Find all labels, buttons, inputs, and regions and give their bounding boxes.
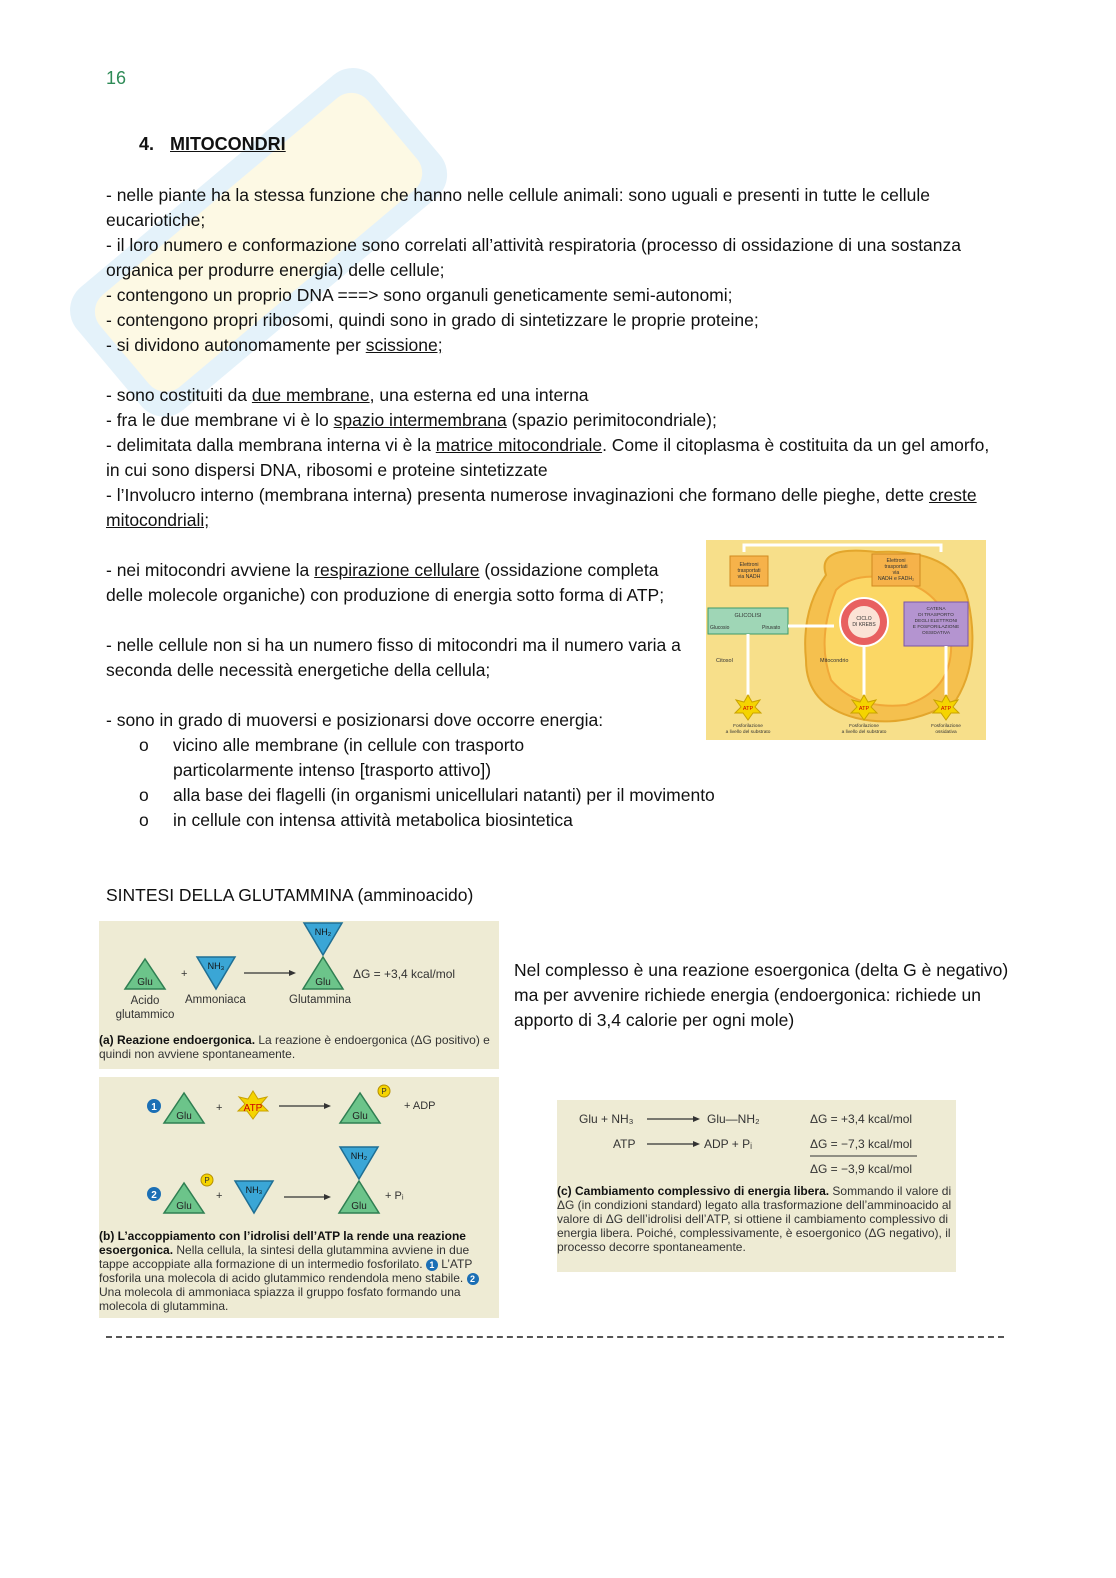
glycolysis-label: GLICOLISI xyxy=(734,613,762,619)
paragraph: - contengono propri ribosomi, quindi sono in grado di sintetizzare le proprie proteine; xyxy=(106,310,759,330)
paragraph-text: , una esterna ed una interna xyxy=(369,385,589,405)
step-1-badge: 1 xyxy=(426,1259,438,1271)
bullet-item xyxy=(139,808,839,833)
step-1-label: 1 xyxy=(151,1102,157,1113)
adp-label: + ADP xyxy=(404,1100,436,1112)
atp-label: ATP xyxy=(858,706,870,712)
phosphorylation-label: Fosforilazione ossidativa xyxy=(931,724,961,735)
glu-label: Glu xyxy=(352,1111,368,1122)
atp-label: ATP xyxy=(940,706,952,712)
underlined-term: spazio intermembrana xyxy=(333,410,507,430)
panel-b xyxy=(99,1077,499,1318)
reaction-2-right: ADP + Pᵢ xyxy=(704,1137,753,1151)
caption-b-text: L’ATP fosforila una molecola di acido glutammico rendendola meno stabile. xyxy=(99,1257,473,1285)
phosphate-label: P xyxy=(204,1176,210,1185)
nh2-label: NH₂ xyxy=(314,927,332,937)
caption-b-text: Nella cellula, la sintesi della glutammina avviene in due tappe accoppiate alla formazione di un intermedio fosforilato. xyxy=(99,1243,470,1271)
paragraph: - nelle cellule non si ha un numero fisso di mitocondri ma il numero varia a seconda delle necessità energetiche della cellula; xyxy=(106,635,681,680)
reaction-arrow-head xyxy=(693,1116,700,1122)
paragraph xyxy=(106,433,1006,483)
underlined-term: scissione; xyxy=(365,335,443,355)
mitochondrion-label: Mitocondrio xyxy=(820,658,849,664)
plus-sign: + xyxy=(216,1102,223,1114)
paragraph: - nelle piante ha la stessa funzione che hanno nelle cellule animali: sono uguali e presenti in tutte le cellule eucariotiche; xyxy=(106,185,931,230)
step-2-badge: 2 xyxy=(467,1273,479,1285)
reaction-1-right: Glu—NH₂ xyxy=(707,1112,760,1126)
electron-transport-label: CATENA DI TRASPORTO DEGLI ELETTRONI E FOSFORILAZIONE OSSIDATIVA xyxy=(912,607,960,636)
step-2-label: 2 xyxy=(151,1190,157,1201)
caption-a-text: La reazione è endoergonica (ΔG positivo) e quindi non avviene spontaneamente. xyxy=(99,1033,490,1061)
glutamine-title: SINTESI DELLA GLUTAMMINA (amminoacido) xyxy=(106,885,474,905)
underlined-term: due membrane xyxy=(251,385,370,405)
label-glutammina: Glutammina xyxy=(289,994,351,1006)
caption-b-title: (b) L’accoppiamento con l’idrolisi dell’ATP la rende una reazione esoergonica. xyxy=(99,1229,466,1257)
paragraph: - contengono un proprio DNA ===> sono organuli geneticamente semi-autonomi; xyxy=(106,285,733,305)
bullet-marker: o xyxy=(139,785,149,805)
paragraph-text: - nei mitocondri avviene la xyxy=(106,560,315,580)
plus-sign: + xyxy=(216,1190,223,1202)
section-heading xyxy=(139,134,286,155)
bullet-item xyxy=(139,783,839,808)
caption-a xyxy=(99,1033,491,1061)
paragraph-text: . Come il citoplasma è costituita da un gel amorfo, in cui sono dispersi DNA, ribosomi e proteine sintetizzate xyxy=(106,435,990,480)
cellular-respiration-diagram xyxy=(706,540,986,740)
nh3-label: NH₃ xyxy=(207,961,225,971)
delta-g-2: ΔG = −7,3 kcal/mol xyxy=(810,1137,913,1151)
phosphate-label: P xyxy=(381,1087,387,1096)
krebs-label: CICLO DI KREBS xyxy=(852,616,876,628)
bullet-item xyxy=(139,733,579,783)
bullet-marker: o xyxy=(139,735,149,755)
bullet-text: vicino alle membrane (in cellule con trasporto particolarmente intenso [trasporto attivo]) xyxy=(173,735,525,780)
paragraph xyxy=(106,558,686,608)
paragraph-text: (ossidazione completa delle molecole organiche) con produzione di energia sotto forma di ATP; xyxy=(106,560,665,605)
reaction-arrow-head xyxy=(289,970,296,976)
nh3-label: NH₃ xyxy=(245,1185,263,1195)
reaction-arrow-head xyxy=(324,1194,331,1200)
reaction-2-left: ATP xyxy=(613,1137,636,1151)
plus-sign: + xyxy=(181,968,188,980)
panel-a xyxy=(99,921,499,1069)
paragraph xyxy=(106,383,1006,408)
page-number: 16 xyxy=(106,68,127,88)
bullet-text: in cellule con intensa attività metabolica biosintetica xyxy=(173,810,573,830)
delta-g-value: ΔG = +3,4 kcal/mol xyxy=(353,967,456,981)
atp-label: ATP xyxy=(742,706,754,712)
underlined-term: respirazione cellulare xyxy=(314,560,480,580)
pyruvate-label: Piruvato xyxy=(762,625,781,631)
paragraph-text: - delimitata dalla membrana interna vi è la xyxy=(106,435,436,455)
paragraph-text: - sono costituiti da xyxy=(106,385,252,405)
paragraph xyxy=(106,483,1006,533)
glutamine-note: Nel complesso è una reazione esoergonica (delta G è negativo) ma per avvenire richiede energia (endoergonica: richiede un apporto di 3,4 calorie per ogni mole) xyxy=(514,960,1009,1030)
section-title: MITOCONDRI xyxy=(170,134,286,154)
nh2-label: NH₂ xyxy=(350,1151,368,1161)
caption-b xyxy=(99,1229,497,1313)
paragraph: - il loro numero e conformazione sono correlati all’attività respiratoria (processo di ossidazione di una sostanza organica per produrre energia) delle cellule; xyxy=(106,235,962,280)
glu-label: Glu xyxy=(315,977,331,988)
delta-g-1: ΔG = +3,4 kcal/mol xyxy=(810,1112,913,1126)
caption-c xyxy=(557,1184,952,1254)
paragraph-text: - l’Involucro interno (membrana interna) presenta numerose invaginazioni che formano delle pieghe, dette xyxy=(106,485,929,505)
paragraph xyxy=(106,333,1006,358)
underlined-term: matrice mitocondriale xyxy=(435,435,603,455)
reaction-arrow-head xyxy=(324,1103,331,1109)
caption-b-text: Una molecola di ammoniaca spiazza il gruppo fosfato formando una molecola di glutammina. xyxy=(99,1285,461,1313)
delta-g-total: ΔG = −3,9 kcal/mol xyxy=(810,1162,913,1176)
phosphorylation-label: Fosforilazione a livello del substrato xyxy=(725,724,771,735)
electron-box-label: Elettroni trasportati via NADH xyxy=(737,562,761,580)
glucose-label: Glucosio xyxy=(710,625,730,631)
citosol-label: Citosol xyxy=(716,658,733,664)
label-acido: Acido glutammico xyxy=(115,995,175,1021)
atp-label: ATP xyxy=(243,1103,263,1114)
reaction-arrow-head xyxy=(693,1141,700,1147)
section-number: 4. xyxy=(139,134,155,154)
underlined-term: creste mitocondriali; xyxy=(106,485,977,530)
reaction-c-diagram xyxy=(557,1100,956,1180)
paragraph xyxy=(106,408,1006,433)
glu-label: Glu xyxy=(176,1111,192,1122)
reaction-b-diagram xyxy=(99,1077,499,1227)
label-ammoniaca: Ammoniaca xyxy=(185,994,246,1006)
panel-c xyxy=(557,1100,956,1272)
bullet-marker: o xyxy=(139,810,149,830)
paragraph-text: - si dividono autonomamente per xyxy=(106,335,366,355)
glu-label: Glu xyxy=(176,1201,192,1212)
reaction-1-left: Glu + NH₃ xyxy=(579,1112,634,1126)
glu-label: Glu xyxy=(351,1201,367,1212)
glu-label: Glu xyxy=(137,977,153,988)
phosphorylation-label: Fosforilazione a livello del substrato xyxy=(841,724,887,735)
caption-a-title: (a) Reazione endoergonica. xyxy=(99,1033,256,1047)
pi-label: + Pᵢ xyxy=(385,1190,404,1202)
electron-box-label: Elettroni trasportati via NADH e FADH₂ xyxy=(877,558,915,582)
dashed-separator xyxy=(106,1336,1004,1338)
bullet-text: alla base dei flagelli (in organismi unicellulari natanti) per il movimento xyxy=(173,785,715,805)
paragraph: - sono in grado di muoversi e posizionarsi dove occorre energia: xyxy=(106,710,604,730)
caption-c-text: Sommando il valore di ΔG (in condizioni standard) legato alla trasformazione dell’amminoacido al valore di ΔG dell’idrolisi dell’ATP, si ottiene il cambiamento complessivo di energia libera. Poiché, complessivamente, è esoergonico (ΔG negativo), il processo decorre spontaneamente. xyxy=(557,1184,952,1254)
caption-c-title: (c) Cambiamento complessivo di energia libera. xyxy=(557,1184,830,1198)
paragraph-text: - fra le due membrane vi è lo xyxy=(106,410,334,430)
paragraph-text: (spazio perimitocondriale); xyxy=(506,410,717,430)
